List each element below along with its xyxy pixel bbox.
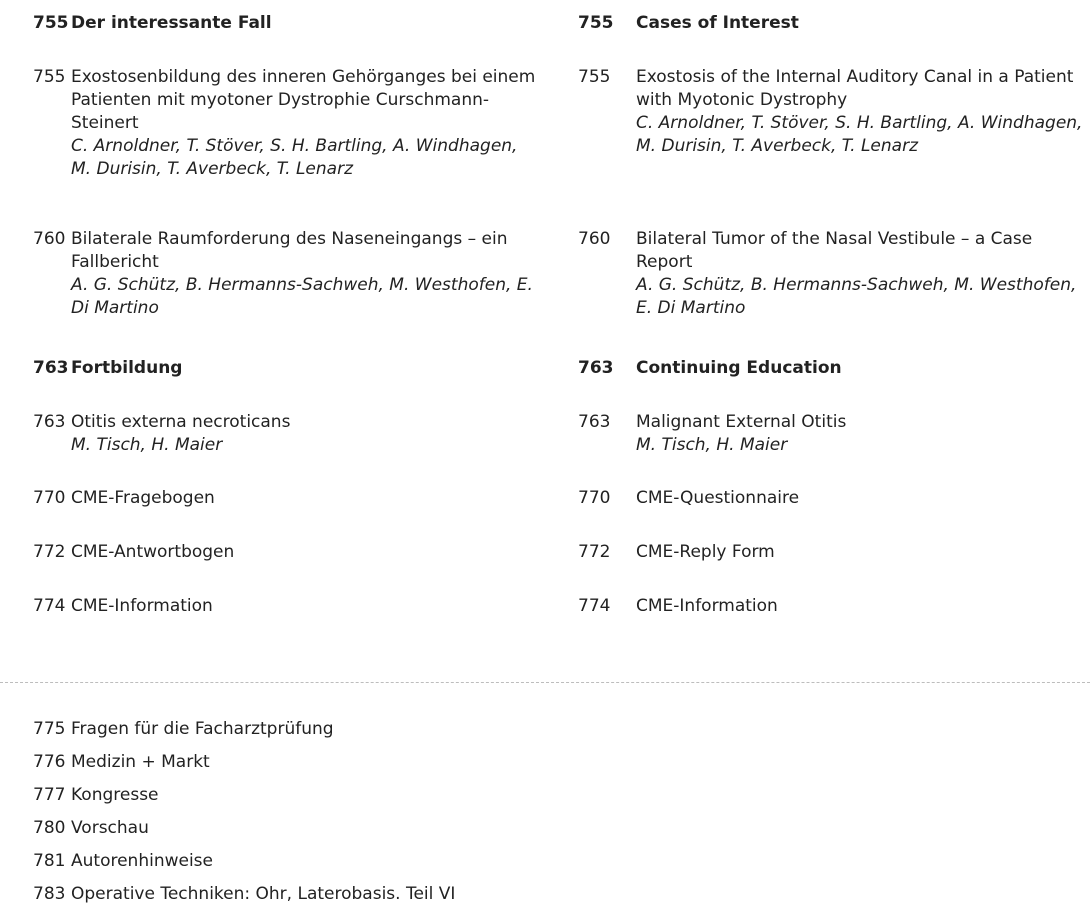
- page-number: 755: [578, 67, 611, 87]
- entry-authors: A. G. Schütz, B. Hermanns-Sachweh, M. Westhofen, E. Di Martino: [636, 275, 1077, 318]
- entry-title: Kongresse: [71, 785, 159, 805]
- entry-title: CME-Information: [71, 596, 213, 616]
- entry-title: CME-Fragebogen: [71, 488, 215, 508]
- entry-authors: C. Arnoldner, T. Stöver, S. H. Bartling, A. Windhagen, M. Durisin, T. Averbeck, T. Lenarz: [636, 113, 1083, 156]
- entry-authors: A. G. Schütz, B. Hermanns-Sachweh, M. Westhofen, E. Di Martino: [71, 275, 533, 318]
- entry-title: Vorschau: [71, 818, 149, 838]
- entry-text: [71, 228, 537, 320]
- page-number: 755: [33, 13, 69, 33]
- section-title: Der interessante Fall: [71, 13, 272, 33]
- entry-title: Fragen für die Facharztprüfung: [71, 719, 334, 739]
- entry-title: CME-Antwortbogen: [71, 542, 235, 562]
- page-number: 776: [33, 752, 66, 772]
- entry-title: CME-Information: [636, 596, 778, 616]
- entry-title: Medizin + Markt: [71, 752, 210, 772]
- entry-text: [71, 595, 537, 618]
- page-number: 763: [578, 358, 614, 378]
- entry-text: [71, 66, 537, 181]
- page-number: 772: [578, 542, 611, 562]
- entry-text: [636, 66, 1090, 158]
- entry-text: [636, 595, 1090, 618]
- entry-title: Otitis externa necroticans: [71, 412, 291, 432]
- entry-title: Bilaterale Raumforderung des Naseneingangs – ein Fallbericht: [71, 229, 508, 272]
- page-number: 763: [33, 358, 69, 378]
- section-title: Fortbildung: [71, 358, 183, 378]
- page-number: 781: [33, 851, 66, 871]
- page-number: 770: [578, 488, 611, 508]
- entry-authors: C. Arnoldner, T. Stöver, S. H. Bartling, A. Windhagen, M. Durisin, T. Averbeck, T. Lenarz: [71, 136, 518, 179]
- entry-text: [636, 228, 1090, 320]
- entry-title: Malignant External Otitis: [636, 412, 847, 432]
- entry-text: [71, 487, 537, 510]
- entry-title: CME-Questionnaire: [636, 488, 800, 508]
- page-number: 774: [578, 596, 611, 616]
- page-number: 770: [33, 488, 66, 508]
- page-number: 783: [33, 884, 66, 904]
- page-number: 755: [578, 13, 614, 33]
- entry-text: [636, 411, 1090, 457]
- page-number: 780: [33, 818, 66, 838]
- section-title: Continuing Education: [636, 358, 842, 378]
- entry-authors: M. Tisch, H. Maier: [71, 435, 223, 455]
- page-number: 775: [33, 719, 66, 739]
- section-divider: [0, 682, 1090, 683]
- entry-text: [71, 541, 537, 564]
- entry-title: Operative Techniken: Ohr, Laterobasis. Teil VI: [71, 884, 456, 904]
- page-number: 760: [578, 229, 611, 249]
- page-number: 774: [33, 596, 66, 616]
- page-number: 763: [33, 412, 66, 432]
- entry-title: CME-Reply Form: [636, 542, 775, 562]
- entry-title: Exostosis of the Internal Auditory Canal in a Patient with Myotonic Dystrophy: [636, 67, 1074, 110]
- page-number: 772: [33, 542, 66, 562]
- section-title: Cases of Interest: [636, 13, 799, 33]
- page-number: 777: [33, 785, 66, 805]
- page-number: 755: [33, 67, 66, 87]
- page-number: 763: [578, 412, 611, 432]
- entry-text: [636, 541, 1090, 564]
- entry-text: [636, 487, 1090, 510]
- entry-title: Bilateral Tumor of the Nasal Vestibule – a Case Report: [636, 229, 1033, 272]
- entry-authors: M. Tisch, H. Maier: [636, 435, 788, 455]
- entry-text: [71, 411, 537, 457]
- page-number: 760: [33, 229, 66, 249]
- entry-title: Exostosenbildung des inneren Gehörganges bei einem Patienten mit myotoner Dystrophie Curschmann-Steinert: [71, 67, 536, 133]
- entry-title: Autorenhinweise: [71, 851, 213, 871]
